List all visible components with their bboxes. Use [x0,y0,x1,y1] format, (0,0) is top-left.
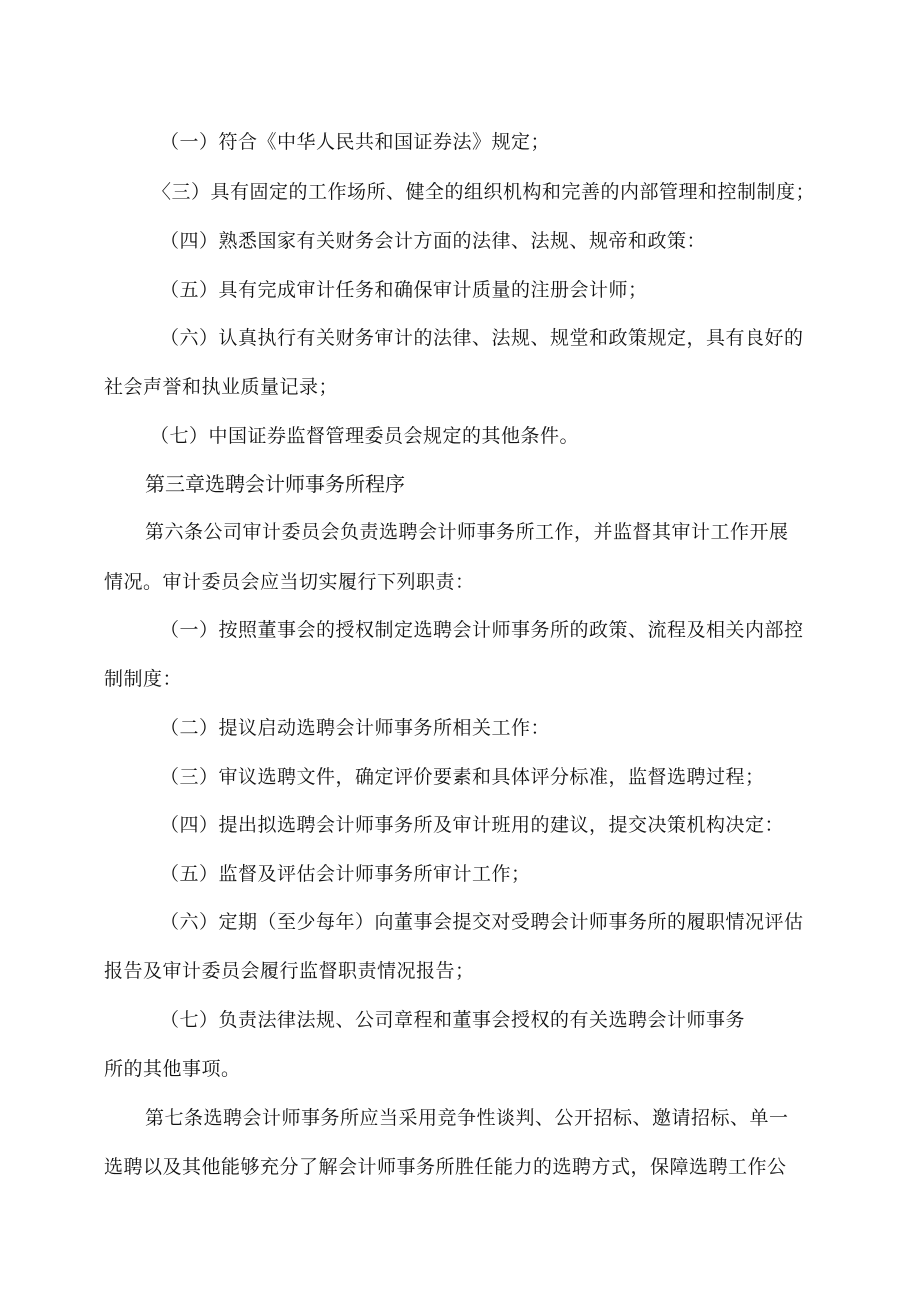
clause-1-item-4: （四）熟悉国家有关财务会计方面的法律、法规、规帝和政策： [160,230,707,252]
article-6: 第六条公司审计委员会负责选聘会计师事务所工作，并监督其审计工作开展 [145,521,789,543]
clause-1-item-1: （一）符合《中华人民共和国证券法》规定； [160,131,551,153]
article-6-item-7: （七）负责法律法规、公司章程和董事会授权的有关选聘会计师事务 [160,1009,746,1031]
clause-1-item-6: （六）认真执行有关财务审计的法律、法规、规堂和政策规定，具有良好的 [160,327,804,349]
article-7: 第七条选聘会计师事务所应当采用竞争性谈判、公开招标、邀请招标、单一 [145,1107,789,1129]
article-6-cont: 情况。审计委员会应当切实履行下列职责： [104,571,475,593]
article-6-item-5: （五）监督及评估会计师事务所审计工作； [160,863,531,885]
clause-1-item-7: （七）中国证券监督管理委员会规定的其他条件。 [150,425,580,447]
article-6-item-2: （二）提议启动选聘会计师事务所相关工作： [160,717,551,739]
clause-1-item-3: 〈三）具有固定的工作场所、健全的组织机构和完善的内部管理和控制制度； [152,181,816,203]
article-6-item-7-cont: 所的其他事项。 [104,1058,241,1080]
article-6-item-6-cont: 报告及审计委员会履行监督职责情况报告； [104,960,475,982]
article-6-item-6: （六）定期（至少每年）向董事会提交对受聘会计师事务所的履职情况评估 [160,911,804,933]
article-6-item-3: （三）审议选聘文件，确定评价要素和具体评分标准，监督选聘过程； [160,766,765,788]
article-6-item-1: （一）按照董事会的授权制定选聘会计师事务所的政策、流程及相关内部控 [160,619,804,641]
clause-1-item-6-cont: 社会声誉和执业质量记录； [104,376,339,398]
chapter-heading: 第三章选聘会计师事务所程序 [145,472,405,496]
article-6-item-1-cont: 制制度： [104,668,183,690]
article-6-item-4: （四）提出拟选聘会计师事务所及审计班用的建议，提交决策机构决定： [160,814,785,836]
article-7-cont: 选聘以及其他能够充分了解会计师事务所胜任能力的选聘方式，保障选聘工作公 [104,1156,787,1178]
clause-1-item-5: （五）具有完成审计任务和确保审计质量的注册会计师； [160,279,648,301]
